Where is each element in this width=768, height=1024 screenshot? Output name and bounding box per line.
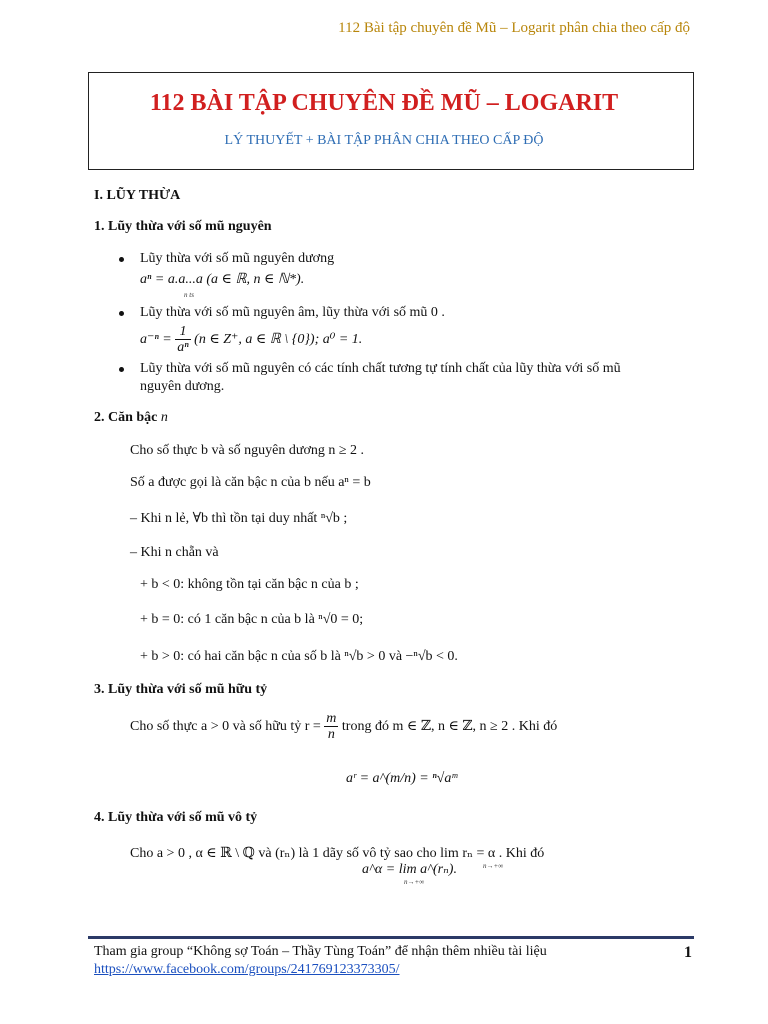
- footer-text: Tham gia group “Không sợ Toán – Thầy Tùng Toán” để nhận thêm nhiều tài liệu: [94, 944, 547, 959]
- limit-subscript: n→+∞: [483, 862, 504, 870]
- paragraph-8-end: trong đó m ∈ ℤ, n ∈ ℤ, n ≥ 2 . Khi đó: [341, 719, 558, 735]
- footer-group-link[interactable]: https://www.facebook.com/groups/241769123373305/: [94, 962, 400, 977]
- paragraph-8: [130, 711, 557, 743]
- bullet-text-3-line-2: nguyên dương.: [140, 379, 225, 394]
- limit-subscript: n→+∞: [404, 878, 425, 886]
- formula-rhs: (n ∈ Z⁺, a ∈ ℝ \ {0}); a⁰ = 1.: [194, 332, 363, 348]
- section-heading-1-1: 1. Lũy thừa với số mũ nguyên: [94, 219, 272, 234]
- bullet-dot: [119, 367, 124, 372]
- paragraph-9: Cho a > 0 , α ∈ ℝ \ ℚ và (rₙ) là 1 dãy số vô tỷ sao cho lim rₙ = α . Khi đó: [130, 846, 545, 861]
- section-heading-1: I. LŨY THỪA: [94, 188, 181, 203]
- bullet-dot: [119, 257, 124, 262]
- fraction-numerator: 1: [175, 324, 190, 340]
- formula-rational-power: aʳ = a^(m/n) = ⁿ√aᵐ: [346, 771, 458, 786]
- bullet-dot: [119, 311, 124, 316]
- formula-negative-power: [140, 324, 362, 356]
- bullet-text-3-line-1: Lũy thừa với số mũ nguyên có các tính chất tương tự tính chất của lũy thừa với số mũ: [140, 361, 621, 376]
- paragraph-4: – Khi n chẵn và: [130, 545, 219, 560]
- section-heading-variable: n: [160, 410, 168, 425]
- formula-lhs: a⁻ⁿ =: [140, 332, 172, 348]
- page-number: 1: [684, 944, 692, 961]
- section-heading-1-4: 4. Lũy thừa với số mũ vô tỷ: [94, 810, 258, 825]
- fraction-numerator: m: [326, 711, 337, 726]
- document-subtitle: LÝ THUYẾT + BÀI TẬP PHÂN CHIA THEO CẤP ĐỘ: [224, 133, 544, 148]
- fraction-denominator: aⁿ: [177, 340, 189, 356]
- title-box: [88, 72, 694, 170]
- fraction: [324, 711, 338, 743]
- paragraph-6: + b = 0: có 1 căn bậc n của b là ⁿ√0 = 0;: [140, 612, 364, 627]
- paragraph-1: Cho số thực b và số nguyên dương n ≥ 2 .: [130, 443, 365, 458]
- document-title: 112 BÀI TẬP CHUYÊN ĐỀ MŨ – LOGARIT: [149, 90, 619, 116]
- formula-power: aⁿ = a.a...a (a ∈ ℝ, n ∈ ℕ*).: [140, 272, 305, 287]
- paragraph-3: – Khi n lẻ, ∀b thì tồn tại duy nhất ⁿ√b ;: [130, 511, 348, 526]
- fraction: [175, 324, 190, 356]
- paragraph-8-start: Cho số thực a > 0 và số hữu tỷ r =: [130, 719, 321, 735]
- formula-irrational-power: a^α = lim a^(rₙ).: [362, 862, 457, 877]
- formula-underbrace-label: n ts: [184, 291, 194, 299]
- section-heading-1-2: [94, 410, 168, 426]
- fraction-denominator: n: [327, 727, 335, 743]
- paragraph-5: + b < 0: không tồn tại căn bậc n của b ;: [140, 577, 359, 592]
- section-heading-1-3: 3. Lũy thừa với số mũ hữu tỷ: [94, 682, 268, 697]
- bullet-text-1: Lũy thừa với số mũ nguyên dương: [140, 251, 335, 266]
- running-header: 112 Bài tập chuyên đề Mũ – Logarit phân chia theo cấp độ: [338, 20, 690, 36]
- footer-divider: [88, 936, 694, 939]
- paragraph-7: + b > 0: có hai căn bậc n của số b là ⁿ√b > 0 và −ⁿ√b < 0.: [140, 649, 458, 664]
- section-heading-text: 2. Căn bậc: [94, 410, 158, 425]
- bullet-text-2: Lũy thừa với số mũ nguyên âm, lũy thừa với số mũ 0 .: [140, 305, 445, 320]
- paragraph-2: Số a được gọi là căn bậc n của b nếu aⁿ = b: [130, 475, 371, 490]
